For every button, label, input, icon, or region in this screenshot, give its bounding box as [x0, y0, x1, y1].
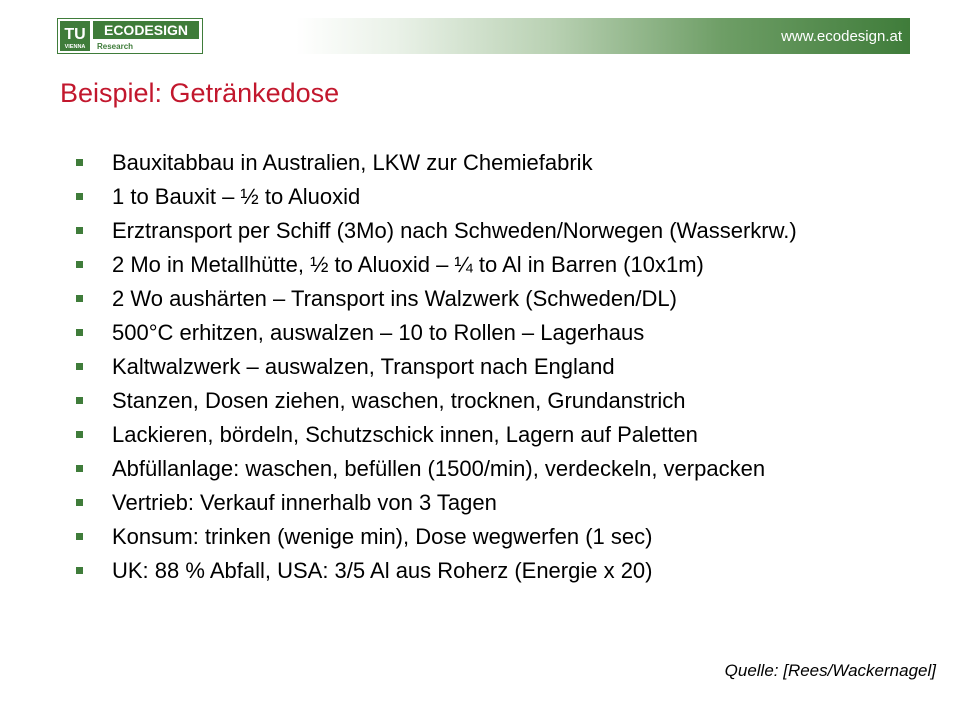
logo-vienna-text: VIENNA: [64, 44, 86, 50]
bullet-text: Stanzen, Dosen ziehen, waschen, trocknen, Grundanstrich: [112, 388, 686, 413]
list-item: [76, 524, 936, 549]
bullet-text: Vertrieb: Verkauf innerhalb von 3 Tagen: [112, 490, 497, 515]
bullet-square-icon: [76, 533, 83, 540]
logo-ecodesign-text: ECODESIGN: [103, 22, 189, 38]
bullet-square-icon: [76, 567, 83, 574]
list-item: [76, 218, 936, 243]
list-item: [76, 558, 936, 583]
bullet-square-icon: [76, 295, 83, 302]
list-item: [76, 388, 936, 413]
bullet-text: Lackieren, bördeln, Schutzschick innen, Lagern auf Paletten: [112, 422, 698, 447]
tu-ecodesign-logo: [57, 18, 203, 54]
bullet-square-icon: [76, 193, 83, 200]
list-item: [76, 286, 936, 311]
bullet-square-icon: [76, 397, 83, 404]
bullet-text: UK: 88 % Abfall, USA: 3/5 Al aus Roherz (Energie x 20): [112, 558, 653, 583]
logo-tu-text: TU: [64, 26, 86, 43]
bullet-text: Abfüllanlage: waschen, befüllen (1500/min), verdeckeln, verpacken: [112, 456, 766, 481]
bullet-square-icon: [76, 261, 83, 268]
bullet-list: [76, 150, 936, 592]
bullet-text: Kaltwalzwerk – auswalzen, Transport nach England: [112, 354, 615, 379]
bullet-text: 2 Wo aushärten – Transport ins Walzwerk (Schweden/DL): [112, 286, 677, 311]
bullet-text: 1 to Bauxit – ½ to Aluoxid: [112, 184, 361, 209]
bullet-square-icon: [76, 159, 83, 166]
bullet-square-icon: [76, 363, 83, 370]
bullet-text: Erztransport per Schiff (3Mo) nach Schweden/Norwegen (Wasserkrw.): [112, 218, 797, 243]
bullet-square-icon: [76, 329, 83, 336]
bullet-square-icon: [76, 499, 83, 506]
list-item: [76, 320, 936, 345]
bullet-text: 2 Mo in Metallhütte, ½ to Aluoxid – ¼ to Al in Barren (10x1m): [112, 252, 704, 277]
list-item: [76, 252, 936, 277]
website-link[interactable]: www.ecodesign.at: [781, 28, 902, 45]
list-item: [76, 422, 936, 447]
list-item: [76, 184, 936, 209]
list-item: [76, 490, 936, 515]
bullet-text: Konsum: trinken (wenige min), Dose wegwerfen (1 sec): [112, 524, 653, 549]
bullet-square-icon: [76, 465, 83, 472]
bullet-text: 500°C erhitzen, auswalzen – 10 to Rollen – Lagerhaus: [112, 320, 645, 345]
source-citation: Quelle: [Rees/Wackernagel]: [724, 661, 936, 680]
bullet-square-icon: [76, 227, 83, 234]
bullet-text: Bauxitabbau in Australien, LKW zur Chemiefabrik: [112, 150, 593, 175]
slide-title: Beispiel: Getränkedose: [60, 78, 340, 108]
list-item: [76, 150, 936, 175]
logo-research-text: Research: [97, 42, 134, 51]
bullet-square-icon: [76, 431, 83, 438]
list-item: [76, 456, 936, 481]
list-item: [76, 354, 936, 379]
